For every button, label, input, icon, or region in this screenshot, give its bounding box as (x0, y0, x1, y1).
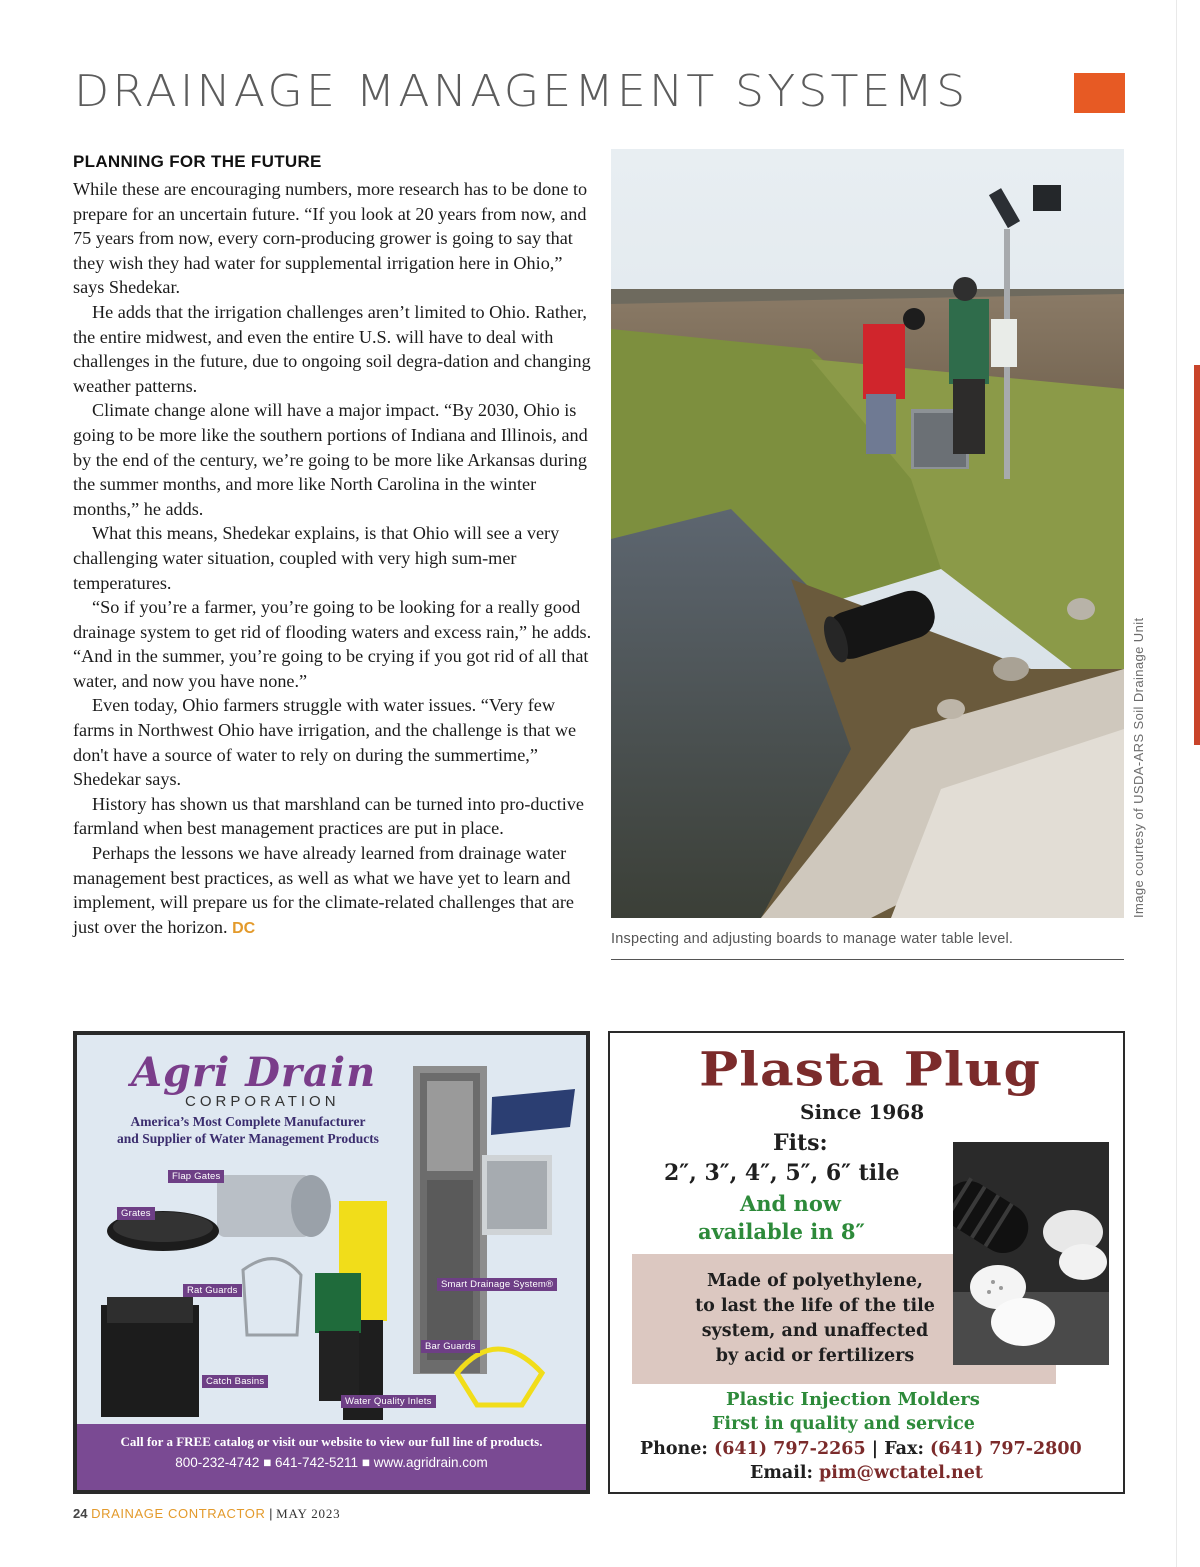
footer-separator: | (269, 1506, 273, 1521)
phone-label: Phone: (640, 1439, 708, 1459)
plasta-phone-line (640, 1439, 1082, 1459)
fax-number: (641) 797-2800 (930, 1439, 1082, 1459)
article-paragraph: What this means, Shedekar explains, is that Ohio will see a very challenging water situation, coupled with very high sum-mer temperatures. (73, 523, 560, 593)
label-flap-gates: Flap Gates (168, 1170, 224, 1183)
magazine-name: DRAINAGE CONTRACTOR (91, 1506, 266, 1521)
fax-label: Fax: (884, 1439, 924, 1459)
agri-drain-tagline-line: America’s Most Complete Manufacturer (130, 1114, 366, 1129)
plasta-material-line: Made of polyethylene, (706, 1271, 924, 1291)
plasta-material-line: system, and unaffected (701, 1321, 929, 1341)
article-paragraph: He adds that the irrigation challenges aren’t limited to Ohio. Rather, the entire midwest, and even the entire U.S. will have to deal with challenges in the future, due to ongoing soil degra-dation and changing weather patterns. (73, 301, 591, 396)
article-paragraph-text: Perhaps the lessons we have already learned from drainage water management best practices, as well as what we have yet to learn and implement, will prepare us for the climate-related challenges that are just over the horizon. (73, 843, 574, 937)
plasta-now: And now (740, 1191, 841, 1216)
plasta-material-line: by acid or fertilizers (715, 1346, 915, 1366)
agri-products-illustration (77, 1035, 586, 1430)
section-title: DRAINAGE MANAGEMENT SYSTEMS (74, 66, 969, 117)
article-paragraph: Even today, Ohio farmers struggle with water issues. “Very few farms in Northwest Ohio have irrigation, and the challenge is that we don't have a source of water to rely on during the summertime,” Shedekar says. (73, 695, 577, 790)
article-body (73, 177, 593, 941)
article-heading: PLANNING FOR THE FUTURE (73, 152, 322, 171)
label-grates: Grates (117, 1207, 155, 1220)
plasta-sizes: 2″, 3″, 4″, 5″, 6″ tile (664, 1160, 900, 1186)
plasta-quality: First in quality and service (712, 1414, 975, 1434)
label-rat-guards: Rat Guards (183, 1284, 242, 1297)
label-water-quality-inlets: Water Quality Inlets (341, 1395, 436, 1408)
agri-drain-ad[interactable] (73, 1031, 590, 1494)
email-label: Email: (750, 1463, 813, 1483)
article-paragraph: While these are encouraging numbers, more research has to be done to prepare for an uncertain future. “If you look at 20 years from now, and 75 years from now, every corn-producing grower is going to say that they wish they had water for supplemental irrigation here in Ohio,” says Shedekar. (73, 179, 588, 298)
plasta-since: Since 1968 (800, 1100, 925, 1124)
issue-date: MAY 2023 (276, 1506, 341, 1521)
plasta-plug-logo: Plasta Plug (699, 1042, 1041, 1097)
section-accent-block (1074, 73, 1125, 113)
label-catch-basins: Catch Basins (202, 1375, 268, 1388)
plasta-available: available in 8″ (698, 1219, 865, 1244)
label-bar-guards: Bar Guards (421, 1340, 480, 1353)
plasta-material-text (650, 1269, 980, 1369)
label-smart-drainage: Smart Drainage System® (437, 1278, 557, 1291)
email-link[interactable]: pim@wctatel.net (819, 1463, 983, 1483)
end-mark: DC (232, 919, 256, 937)
page-footer (73, 1506, 340, 1522)
agri-drain-contacts[interactable]: 800-232-4742 ■ 641-742-5211 ■ www.agridrain.com (175, 1455, 488, 1470)
article-paragraph: Climate change alone will have a major impact. “By 2030, Ohio is going to be more like the southern portions of Indiana and Illinois, and by the end of the century, we’re going to be more like Arkansas during the summer months, and more like North Carolina in the winter months,” he adds. (73, 400, 588, 519)
agri-drain-corporation: CORPORATION (185, 1093, 340, 1110)
photo-caption: Inspecting and adjusting boards to manage water table level. (611, 931, 1124, 960)
plasta-email-line (750, 1463, 983, 1483)
contact-separator: | (871, 1439, 879, 1459)
page-number: 24 (73, 1506, 88, 1521)
page-edge-tab (1194, 365, 1200, 745)
plasta-fits: Fits: (773, 1130, 828, 1156)
page-edge (1176, 0, 1200, 1567)
photo-credit: Image courtesy of USDA-ARS Soil Drainage Unit (1131, 617, 1146, 918)
article-paragraph: History has shown us that marshland can be turned into pro-ductive farmland when best management practices are put in place. (73, 793, 584, 839)
agri-drain-catalog-text: Call for a FREE catalog or visit our website to view our full line of products. (120, 1434, 543, 1449)
agri-drain-tagline-line: and Supplier of Water Management Products (117, 1131, 379, 1146)
plasta-molders: Plastic Injection Molders (726, 1389, 980, 1410)
agri-drain-logo: Agri Drain (131, 1049, 377, 1096)
field-photo (611, 149, 1124, 918)
agri-drain-footer (77, 1424, 586, 1490)
phone-number[interactable]: (641) 797-2265 (713, 1439, 866, 1459)
article-paragraph-last (73, 841, 593, 941)
article-paragraph: “So if you’re a farmer, you’re going to be looking for a really good drainage system to get rid of flooding waters and excess rain,” he adds. “And in the summer, you’re going to be crying if you got rid of all that water, and now you have none.” (73, 597, 592, 691)
plasta-material-line: to last the life of the tile (695, 1296, 935, 1316)
plasta-plug-ad[interactable] (608, 1031, 1125, 1494)
